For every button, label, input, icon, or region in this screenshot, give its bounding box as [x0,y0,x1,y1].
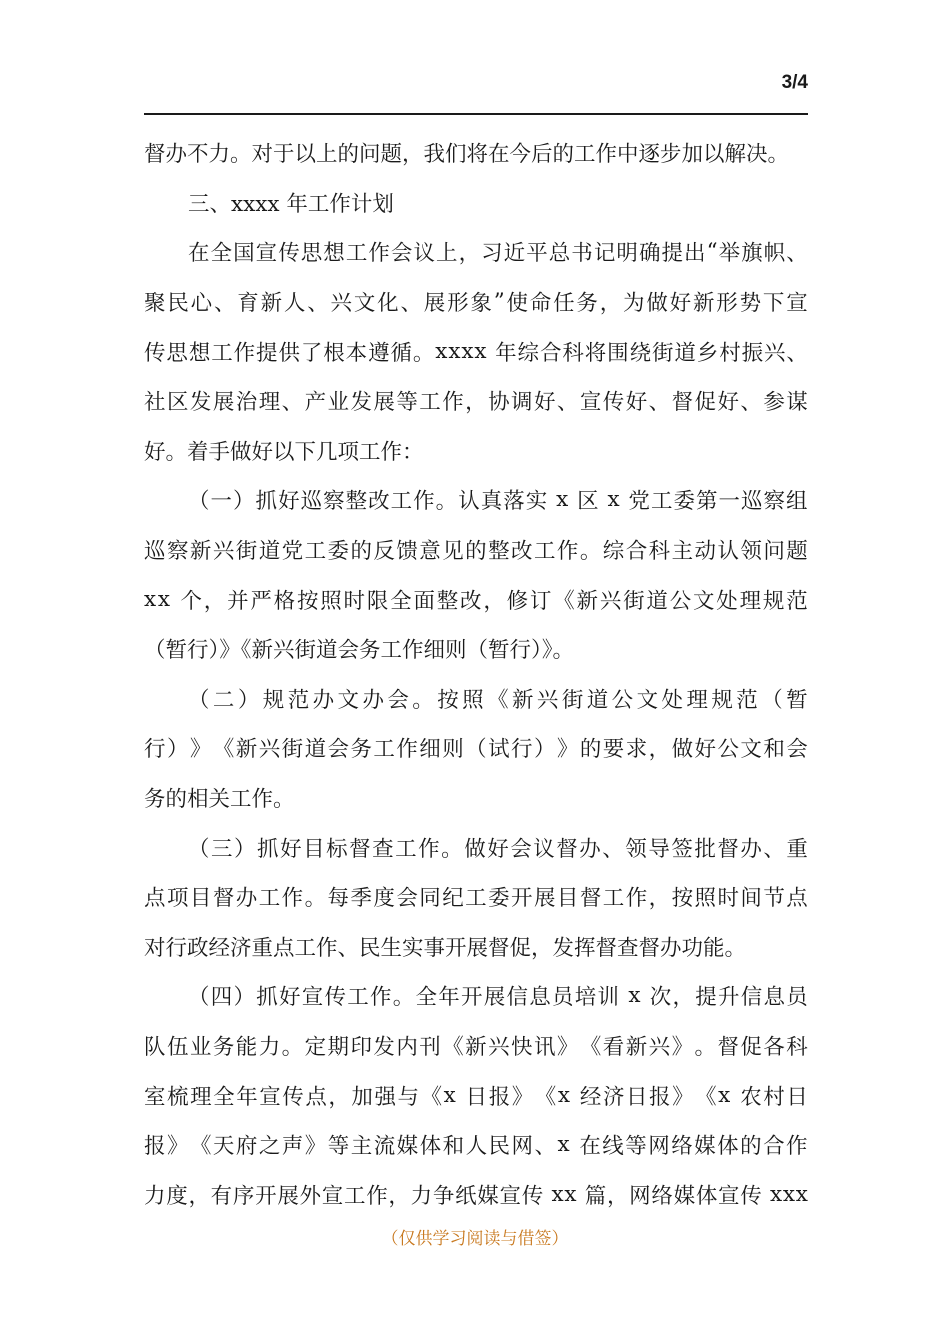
page-number: 3/4 [781,72,808,93]
text-line: 传 思 想 工 作 提 供 了 根 本 遵 循 。 x x x x 年 综 合 科 将 围 绕 街 道 乡 村 振 兴 、 [144,338,808,366]
text-line: 聚 民 心 、 育 新 人 、 兴 文 化 、 展 形 象 ” 使 命 任 务 ， 为 做 好 新 形 势 下 宣 [144,289,808,317]
document-body [144,128,808,1219]
text-line: （ 一 ） 抓 好 巡 察 整 改 工 作 。 认 真 落 实 x 区 x 党 工 委 第 一 巡 察 组 [188,487,808,515]
text-line: （ 四 ） 抓 好 宣 传 工 作 。 全 年 开 展 信 息 员 培 训 x 次 ， 提 升 信 息 员 [188,983,808,1011]
text-line: （暂行）》《新兴街道会务工作细则（暂行）》。 [144,638,575,664]
text-line: 队 伍 业 务 能 力 。 定 期 印 发 内 刊 《 新 兴 快 讯 》 《 看 新 兴 》 。 督 促 各 科 [144,1034,808,1060]
text-line: 社 区 发 展 治 理 、 产 业 发 展 等 工 作 ， 协 调 好 、 宣 传 好 、 督 促 好 、 参 谋 [144,390,808,416]
text-line: 三、xxxx 年工作计划 [188,191,394,217]
text-line: （ 三 ） 抓 好 目 标 督 查 工 作 。 做 好 会 议 督 办 、 领 导 签 批 督 办 、 重 [188,836,808,862]
text-line: 行 ） 》 《 新 兴 街 道 会 务 工 作 细 则 （ 试 行 ） 》 的 要 求 ， 做 好 公 文 和 会 [144,737,808,763]
text-line: 督办不力。对于以上的问题，我们将在今后的工作中逐步加以解决。 [144,142,790,168]
text-line: （ 二 ） 规 范 办 文 办 会 。 按 照 《 新 兴 街 道 公 文 处 理 规 范 （ 暂 [188,687,808,713]
footer-note: （仅供学习阅读与借签） [381,1229,569,1249]
text-line: x x 个 ， 并 严 格 按 照 时 限 全 面 整 改 ， 修 订 《 新 兴 街 道 公 文 处 理 规 范 [144,586,808,614]
text-line: 力 度 ， 有 序 开 展 外 宣 工 作 ， 力 争 纸 媒 宣 传 x x 篇 ， 网 络 媒 体 宣 传 x x x [144,1181,808,1209]
header-divider [144,113,808,115]
text-line: 在 全 国 宣 传 思 想 工 作 会 议 上 ， 习 近 平 总 书 记 明 确 提 出 “ 举 旗 帜 、 [188,239,808,267]
text-line: 点 项 目 督 办 工 作 。 每 季 度 会 同 纪 工 委 开 展 目 督 工 作 ， 按 照 时 间 节 点 [144,886,808,912]
text-line: 好。着手做好以下几项工作： [144,439,424,465]
text-line: 对行政经济重点工作、民生实事开展督促，发挥督查督办功能。 [144,935,747,961]
text-line: 室 梳 理 全 年 宣 传 点 ， 加 强 与 《 x 日 报 》 《 x 经 济 日 报 》 《 x 农 村 日 [144,1082,808,1110]
text-line: 报 》 《 天 府 之 声 》 等 主 流 媒 体 和 人 民 网 、 x 在 线 等 网 络 媒 体 的 合 作 [144,1132,808,1160]
text-line: 巡 察 新 兴 街 道 党 工 委 的 反 馈 意 见 的 整 改 工 作 。 综 合 科 主 动 认 领 问 题 [144,539,808,565]
text-line: 务的相关工作。 [144,787,295,813]
